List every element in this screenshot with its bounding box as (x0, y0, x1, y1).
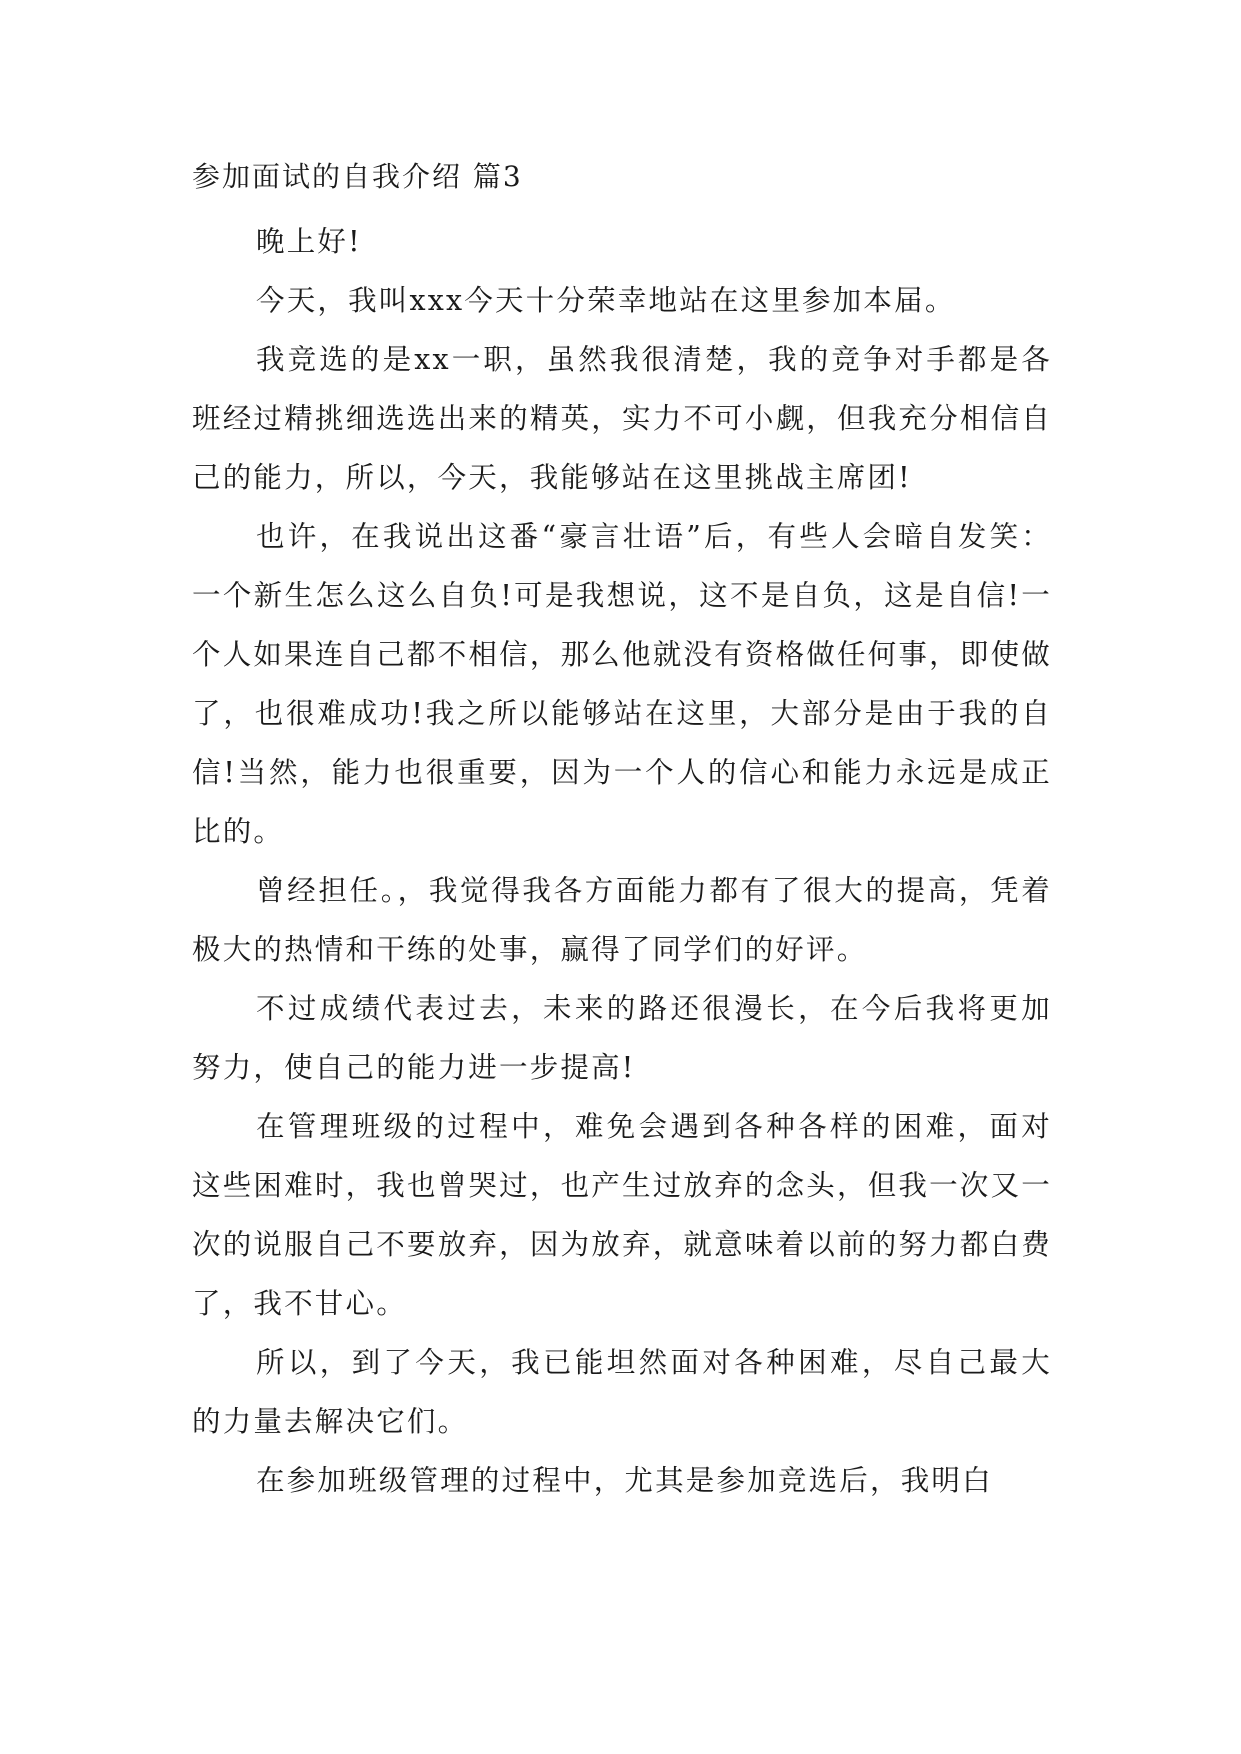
paragraph: 在参加班级管理的过程中，尤其是参加竞选后，我明白 (256, 1464, 993, 1497)
paragraph: 我竞选的是xx一职，虽然我很清楚，我的竞争对手都是各班经过精挑细选选出来的精英，实力不可小觑，但我充分相信自己的能力，所以，今天，我能够站在这里挑战主席团! (192, 343, 1052, 494)
paragraph: 今天，我叫xxx今天十分荣幸地站在这里参加本届。 (256, 284, 956, 317)
paragraph: 所以，到了今天，我已能坦然面对各种困难，尽自己最大的力量去解决它们。 (192, 1346, 1052, 1438)
paragraph: 不过成绩代表过去，未来的路还很漫长，在今后我将更加努力，使自己的能力进一步提高! (192, 992, 1052, 1084)
paragraph: 也许，在我说出这番“豪言壮语”后，有些人会暗自发笑：一个新生怎么这么自负!可是我想说，这不是自负，这是自信!一个人如果连自己都不相信，那么他就没有资格做任何事，即使做了，也很难成功!我之所以能够站在这里，大部分是由于我的自信!当然，能力也很重要，因为一个人的信心和能力永远是成正比的。 (192, 520, 1052, 848)
paragraph: 曾经担任。，我觉得我各方面能力都有了很大的提高，凭着极大的热情和干练的处事，赢得了同学们的好评。 (192, 874, 1052, 966)
document-body (192, 158, 1052, 1510)
document-title: 参加面试的自我介绍 篇3 (192, 160, 523, 193)
paragraph: 在管理班级的过程中，难免会遇到各种各样的困难，面对这些困难时，我也曾哭过，也产生过放弃的念头，但我一次又一次的说服自己不要放弃，因为放弃，就意味着以前的努力都白费了，我不甘心。 (192, 1110, 1052, 1320)
paragraph-greeting: 晚上好! (256, 225, 362, 258)
